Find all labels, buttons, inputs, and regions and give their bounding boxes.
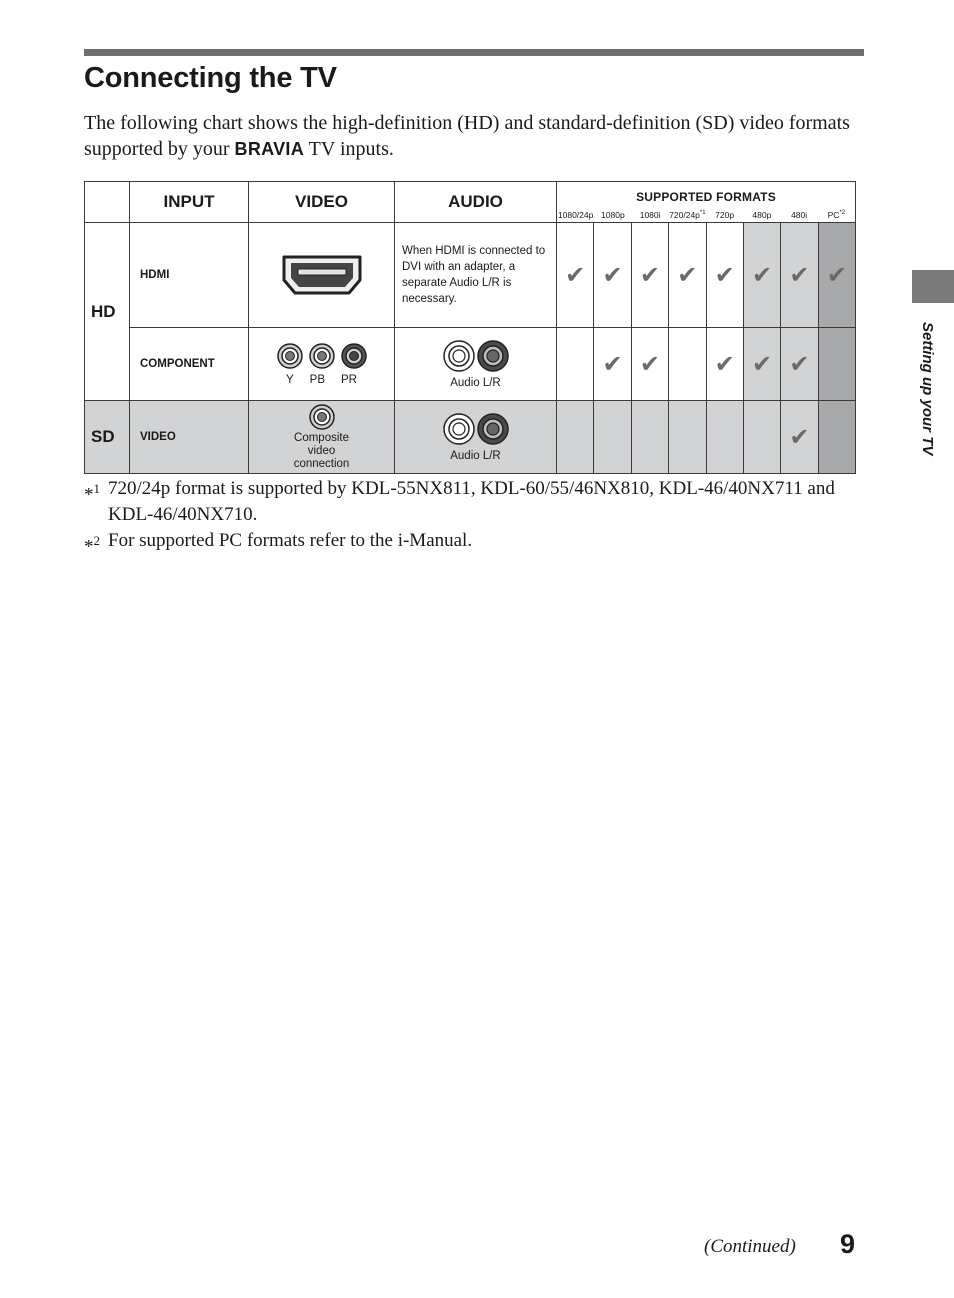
support-hdmi-1080-24p: ✔ bbox=[557, 223, 594, 328]
support-hdmi-480p: ✔ bbox=[743, 223, 780, 328]
jack-label-pb: PB bbox=[309, 374, 326, 386]
support-video-480i: ✔ bbox=[781, 401, 818, 474]
support-hdmi-720-24p: ✔ bbox=[669, 223, 706, 328]
intro-text-start: The following chart shows the high-definition (HD) and standard-definition (SD) video formats supported by your bbox=[84, 112, 850, 160]
support-component-1080-24p bbox=[557, 328, 594, 401]
header-video: VIDEO bbox=[249, 182, 395, 223]
footnote-mark: *$^1$ bbox=[84, 481, 100, 506]
header-row bbox=[85, 182, 856, 223]
support-component-pc bbox=[818, 328, 855, 401]
composite-video-label: Composite video connection bbox=[293, 431, 350, 470]
support-hdmi-480i: ✔ bbox=[781, 223, 818, 328]
page-number: 9 bbox=[840, 1229, 856, 1259]
video-audio-label: Audio L/R bbox=[450, 449, 501, 462]
support-component-1080p: ✔ bbox=[594, 328, 631, 401]
footnote-mark: *$^2$ bbox=[84, 533, 100, 558]
brand-name: BRAVIA bbox=[234, 139, 305, 159]
support-component-480p: ✔ bbox=[743, 328, 780, 401]
support-video-720p bbox=[706, 401, 743, 474]
composite-video-cell bbox=[249, 401, 395, 474]
footnote-text: 720/24p format is supported by KDL-55NX811, KDL-60/55/46NX810, KDL-46/40NX711 and KDL-46/40NX710. bbox=[108, 478, 835, 525]
continued-label: (Continued) bbox=[704, 1236, 796, 1257]
input-video: VIDEO bbox=[130, 401, 249, 474]
component-video-cell bbox=[249, 328, 395, 401]
category-hd: HD bbox=[85, 223, 130, 401]
support-video-pc bbox=[818, 401, 855, 474]
hdmi-video-cell bbox=[249, 223, 395, 328]
header-input: INPUT bbox=[130, 182, 249, 223]
support-video-1080i bbox=[631, 401, 668, 474]
audio-lr-jacks-icon bbox=[442, 339, 510, 373]
format-label: 1080/24p bbox=[557, 209, 594, 220]
formats-table bbox=[84, 181, 856, 474]
format-label: 480p bbox=[752, 209, 772, 220]
composite-jack-icon bbox=[308, 404, 336, 430]
page-title: Connecting the TV bbox=[84, 62, 337, 94]
footnote-text: For supported PC formats refer to the i-Manual. bbox=[108, 530, 473, 551]
hdmi-port-icon bbox=[281, 254, 363, 296]
header-blank bbox=[85, 182, 130, 223]
component-audio-label: Audio L/R bbox=[450, 376, 501, 389]
support-hdmi-pc: ✔ bbox=[818, 223, 855, 328]
input-hdmi: HDMI bbox=[130, 223, 249, 328]
support-hdmi-1080p: ✔ bbox=[594, 223, 631, 328]
supported-formats-title: SUPPORTED FORMATS bbox=[636, 189, 776, 204]
row-component bbox=[85, 328, 856, 401]
video-audio-cell bbox=[395, 401, 557, 474]
format-label: PC$^{*2}$ bbox=[827, 209, 846, 220]
support-component-1080i: ✔ bbox=[631, 328, 668, 401]
component-jacks-icon bbox=[276, 342, 368, 370]
component-jack-labels bbox=[249, 374, 394, 386]
section-side-label: Setting up your TV bbox=[919, 322, 936, 456]
footnotes bbox=[84, 476, 854, 558]
header-supported-formats bbox=[557, 182, 856, 223]
input-component: COMPONENT bbox=[130, 328, 249, 401]
support-video-1080p bbox=[594, 401, 631, 474]
top-rule bbox=[84, 49, 864, 56]
jack-label-y: Y bbox=[286, 374, 294, 386]
footnote-ref: *2 bbox=[839, 209, 846, 216]
hdmi-audio-note: When HDMI is connected to DVI with an adapter, a separate Audio L/R is necessary. bbox=[395, 223, 557, 328]
support-component-720p: ✔ bbox=[706, 328, 743, 401]
format-labels bbox=[557, 210, 855, 220]
format-label: 1080p bbox=[601, 209, 625, 220]
jack-label-pr: PR bbox=[341, 374, 357, 386]
audio-lr-jacks-icon bbox=[442, 412, 510, 446]
support-video-480p bbox=[743, 401, 780, 474]
support-hdmi-720p: ✔ bbox=[706, 223, 743, 328]
support-component-480i: ✔ bbox=[781, 328, 818, 401]
footnote-ref: *1 bbox=[699, 209, 706, 216]
category-sd: SD bbox=[85, 401, 130, 474]
footnote-2 bbox=[84, 528, 854, 558]
header-audio: AUDIO bbox=[395, 182, 557, 223]
component-audio-cell bbox=[395, 328, 557, 401]
format-label: 1080i bbox=[639, 209, 661, 220]
format-label: 480i bbox=[791, 209, 808, 220]
support-video-1080-24p bbox=[557, 401, 594, 474]
format-label: $720/24p^{*1}$ bbox=[669, 209, 706, 220]
intro-text-end: TV inputs. bbox=[304, 138, 394, 160]
footnote-1 bbox=[84, 476, 854, 528]
format-label: 720p bbox=[715, 209, 735, 220]
support-component-720-24p bbox=[669, 328, 706, 401]
intro-paragraph bbox=[84, 110, 854, 162]
row-video bbox=[85, 401, 856, 474]
support-video-720-24p bbox=[669, 401, 706, 474]
row-hdmi bbox=[85, 223, 856, 328]
support-hdmi-1080i: ✔ bbox=[631, 223, 668, 328]
section-tab-marker bbox=[912, 270, 954, 303]
